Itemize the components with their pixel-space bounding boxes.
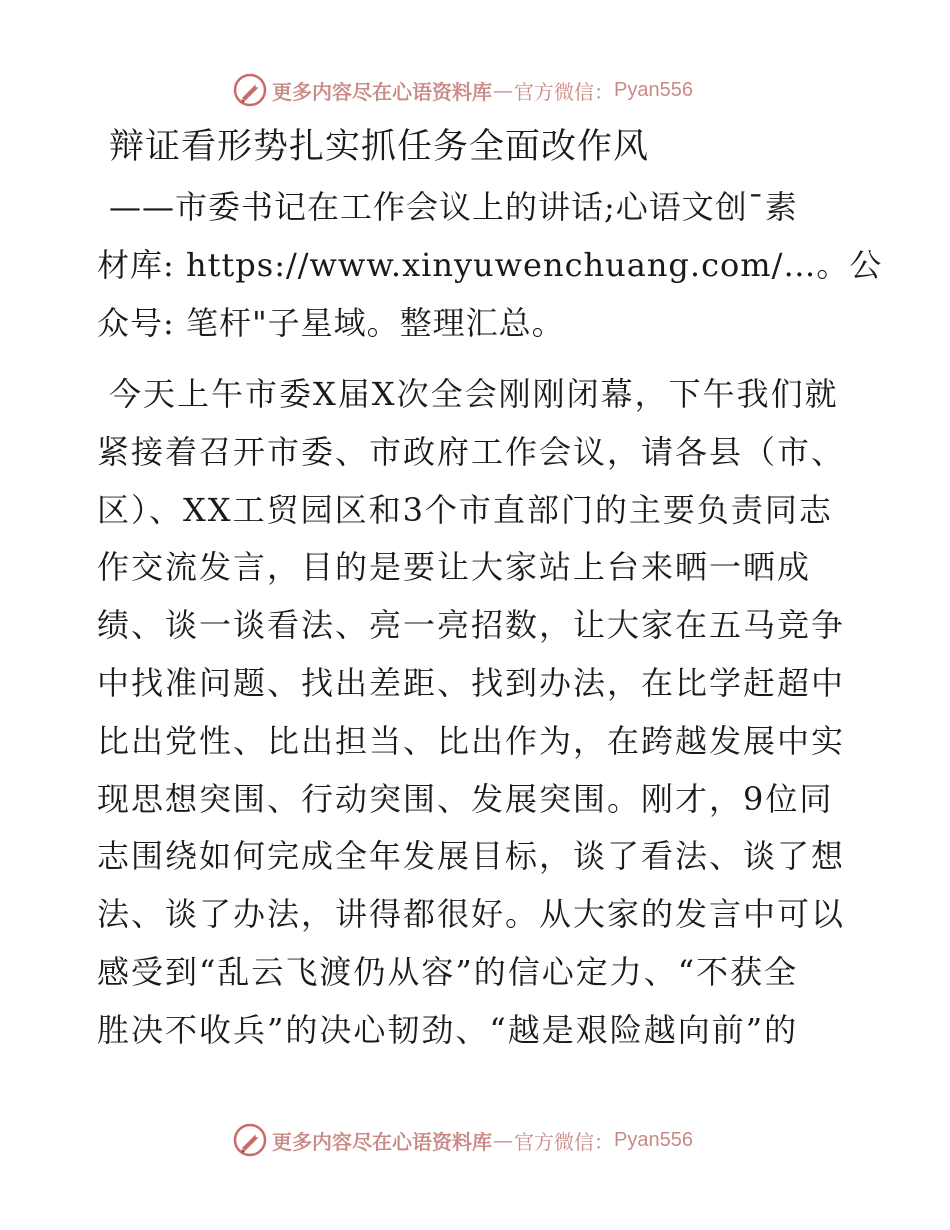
document-body	[97, 118, 883, 1060]
body-line: 紧接着召开市委、市政府工作会议，请各县（市、	[97, 432, 846, 471]
body-line: 作交流发言，目的是要让大家站上台来晒一晒成	[97, 548, 812, 587]
body-line: 今天上午市委X届X次全会刚刚闭幕，下午我们就	[109, 375, 839, 413]
subtitle-line: 众号: 笔杆"子星域。整理汇总。	[97, 304, 565, 342]
body-paragraph	[97, 366, 857, 1060]
document-title: 辩证看形势扎实抓任务全面改作风	[109, 127, 650, 167]
body-line: 现思想突围、行动突围、发展突围。刚才，9位同	[97, 779, 834, 818]
watermark-handle: Pyan556	[614, 78, 693, 101]
watermark-main-text: 更多内容尽在心语资料库	[272, 79, 492, 104]
watermark-dash: —	[493, 78, 513, 102]
body-line: 法、谈了办法，讲得都很好。从大家的发言中可以	[97, 895, 846, 934]
document-subtitle	[97, 178, 883, 352]
subtitle-line: ——市委书记在工作会议上的讲话;心语文创¯素	[109, 188, 798, 226]
footer-watermark	[232, 1122, 752, 1158]
body-line: 区）、XX工贸园区和3个市直部门的主要负责同志	[97, 490, 833, 529]
body-line: 中找准问题、找出差距、找到办法，在比学赶超中	[97, 663, 846, 702]
body-line: 胜决不收兵”的决心韧劲、“越是艰险越向前”的	[97, 1010, 799, 1049]
watermark-main-text: 更多内容尽在心语资料库	[272, 1129, 492, 1154]
subtitle-line: 材库: https://www.xinyuwenchuang.com/…。公	[97, 246, 883, 284]
watermark-handle: Pyan556	[614, 1128, 693, 1151]
watermark-dash: —	[493, 1128, 513, 1152]
red-pen-circle-logo-icon	[232, 72, 268, 108]
watermark-wechat-label: 官方微信：	[514, 79, 614, 104]
body-line: 比出党性、比出担当、比出作为，在跨越发展中实	[97, 721, 846, 760]
red-pen-circle-logo-icon	[232, 1122, 268, 1158]
watermark-wechat-label: 官方微信：	[514, 1129, 614, 1154]
header-watermark	[232, 72, 752, 108]
body-line: 绩、谈一谈看法、亮一亮招数，让大家在五马竞争	[97, 606, 846, 645]
body-line: 感受到“乱云飞渡仍从容”的信心定力、“不获全	[97, 952, 799, 991]
body-line: 志围绕如何完成全年发展目标，谈了看法、谈了想	[97, 837, 846, 876]
